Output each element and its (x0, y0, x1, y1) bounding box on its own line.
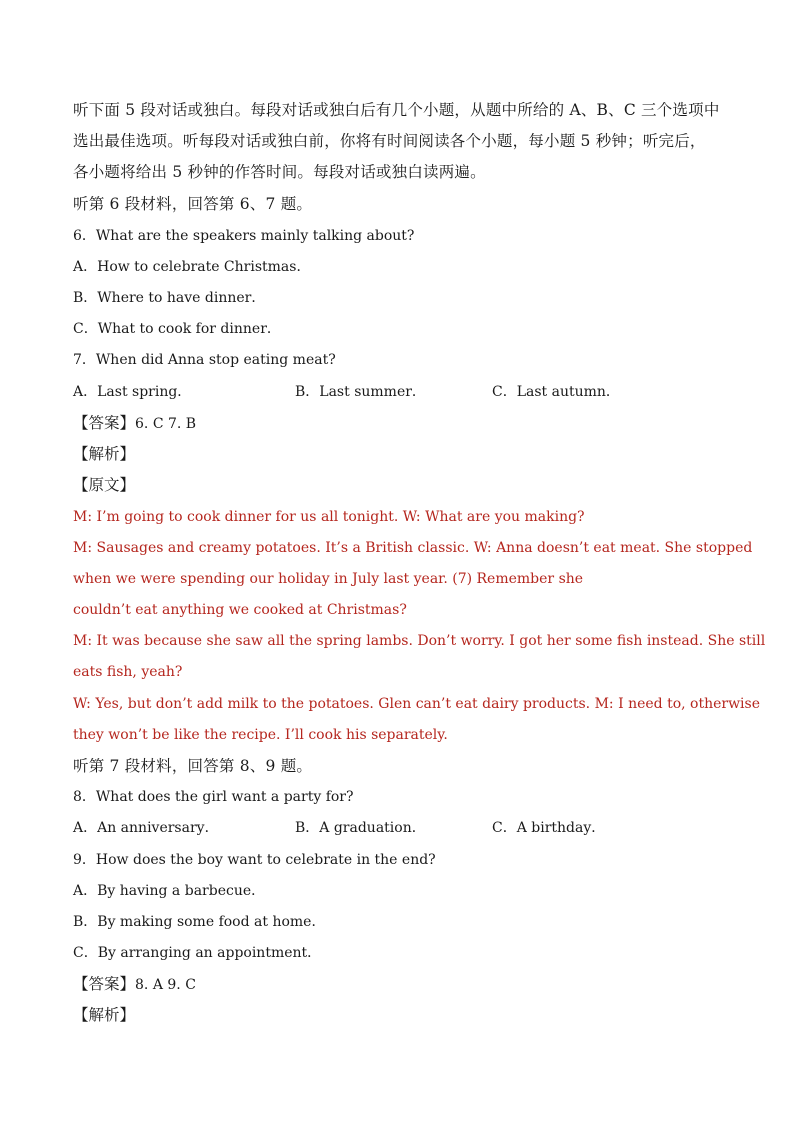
transcript-line: W: Yes, but don’t add milk to the potatoes. Glen can’t eat dairy products. M: I need to, otherwise (73, 696, 760, 712)
transcript-line: couldn’t eat anything we cooked at Christmas? (73, 602, 407, 618)
question-6-stem: 6．What are the speakers mainly talking about? (73, 228, 415, 244)
transcript-line: eats fish, yeah? (73, 664, 183, 680)
question-7-option-a: A．Last spring． (73, 384, 192, 400)
answer-label: 【答案】 (73, 414, 136, 432)
question-7-stem: 7．When did Anna stop eating meat? (73, 352, 336, 368)
section-6-heading: 听第 6 段材料，回答第 6、7 题。 (73, 195, 313, 213)
question-9-option-c: C．By arranging an appointment． (73, 945, 322, 961)
question-8-option-a: A．An anniversary． (73, 820, 219, 836)
transcript-line: M: I’m going to cook dinner for us all tonight. W: What are you making? (73, 509, 585, 525)
original-text-label: 【原文】 (73, 476, 136, 494)
intro-line-1: 听下面 5 段对话或独白。每段对话或独白后有几个小题，从题中所给的 A、B、C 三个选项中 (73, 101, 720, 119)
question-7-option-b: B．Last summer． (295, 384, 426, 400)
question-9-stem: 9．How does the boy want to celebrate in the end? (73, 852, 436, 868)
answer-label: 【答案】 (73, 975, 136, 993)
transcript-line: M: It was because she saw all the spring lambs. Don’t worry. I got her some fish instead. She still (73, 633, 766, 649)
transcript-line: M: Sausages and creamy potatoes. It’s a British classic. W: Anna doesn’t eat meat. She stopped (73, 540, 753, 556)
transcript-line: when we were spending our holiday in July last year. (7) Remember she (73, 571, 584, 587)
section-7-heading: 听第 7 段材料，回答第 8、9 题。 (73, 757, 313, 775)
answer-value: 8. A 9. C (135, 977, 196, 993)
question-7-option-c: C．Last autumn． (492, 384, 620, 400)
question-6-option-a: A．How to celebrate Christmas． (73, 259, 311, 275)
question-6-option-c: C．What to cook for dinner． (73, 321, 281, 337)
question-6-option-b: B．Where to have dinner． (73, 290, 266, 306)
analysis-label: 【解析】 (73, 1006, 136, 1024)
question-8-option-b: B．A graduation． (295, 820, 426, 836)
question-9-option-b: B．By making some food at home． (73, 914, 326, 930)
answer-value: 6. C 7. B (135, 416, 197, 432)
intro-line-3: 各小题将给出 5 秒钟的作答时间。每段对话或独白读两遍。 (73, 163, 486, 181)
answer-row-6-7 (73, 414, 196, 433)
question-8-stem: 8．What does the girl want a party for? (73, 789, 354, 805)
answer-row-8-9 (73, 975, 196, 994)
analysis-label: 【解析】 (73, 445, 136, 463)
transcript-line: they won’t be like the recipe. I’ll cook his separately. (73, 727, 448, 743)
question-9-option-a: A．By having a barbecue． (73, 883, 266, 899)
intro-line-2: 选出最佳选项。听每段对话或独白前，你将有时间阅读各个小题，每小题 5 秒钟；听完后， (73, 132, 706, 150)
question-8-option-c: C．A birthday． (492, 820, 606, 836)
